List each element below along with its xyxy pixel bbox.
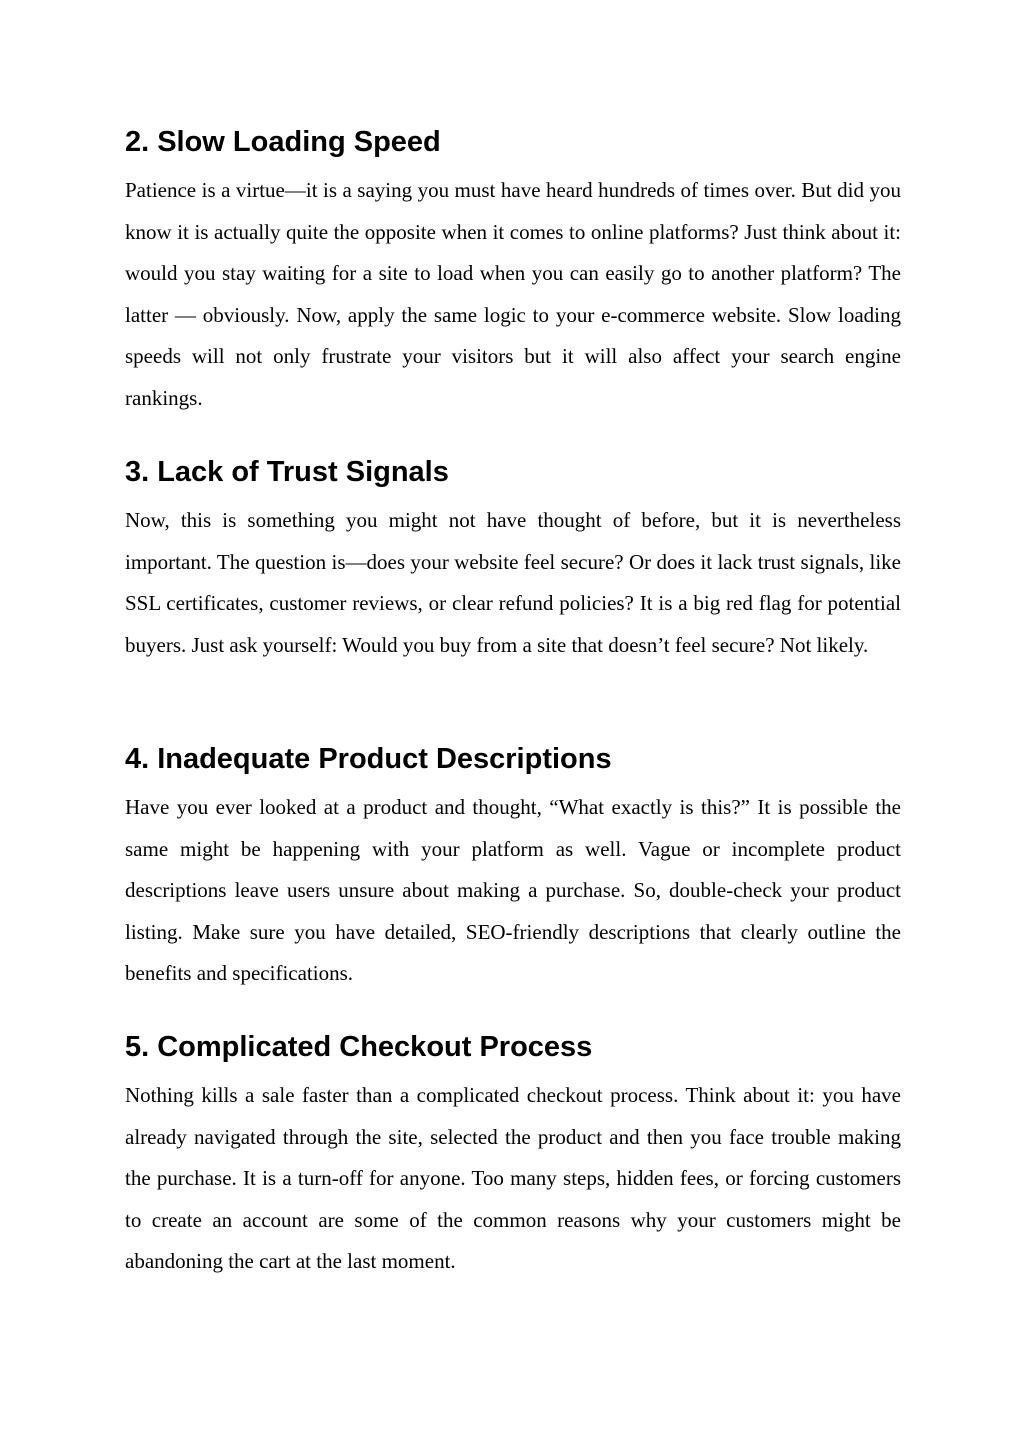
section-number: 3. (125, 456, 150, 488)
section-complicated-checkout-process (125, 1029, 901, 1283)
section-paragraph: Have you ever looked at a product and thought, “What exactly is this?” It is possible the same might be happening with your platform as well. Vague or incomplete product descriptions leave users unsure about making a purchase. So, double-check your product listing. Make sure you have detailed, SEO-friendly descriptions that clearly outline the benefits and specifications. (125, 795, 901, 986)
section-paragraph: Nothing kills a sale faster than a complicated checkout process. Think about it: you have already navigated through the site, selected the product and then you face trouble making the purchase. It is a turn-off for anyone. Too many steps, hidden fees, or forcing customers to create an account are some of the common reasons why your customers might be abandoning the cart at the last moment. (125, 1083, 901, 1274)
section-heading (125, 741, 901, 777)
section-title: Lack of Trust Signals (157, 456, 449, 488)
section-title: Complicated Checkout Process (157, 1031, 593, 1063)
section-paragraph: Patience is a virtue—it is a saying you must have heard hundreds of times over. But did you know it is actually quite the opposite when it comes to online platforms? Just think about it: would you stay waiting for a site to load when you can easily go to another platform? The latter — obviously. Now, apply the same logic to your e-commerce website. Slow loading speeds will not only frustrate your visitors but it will also affect your search engine rankings. (125, 178, 901, 410)
section-title: Slow Loading Speed (157, 126, 441, 158)
section-heading (125, 124, 901, 160)
section-slow-loading-speed (125, 124, 901, 420)
section-number: 5. (125, 1031, 150, 1063)
section-number: 2. (125, 126, 150, 158)
section-heading (125, 1029, 901, 1065)
section-lack-of-trust-signals (125, 454, 901, 666)
section-paragraph: Now, this is something you might not have thought of before, but it is nevertheless important. The question is—does your website feel secure? Or does it lack trust signals, like SSL certificates, customer reviews, or clear refund policies? It is a big red flag for potential buyers. Just ask yourself: Would you buy from a site that doesn’t feel secure? Not likely. (125, 508, 901, 657)
section-title: Inadequate Product Descriptions (157, 743, 612, 775)
section-inadequate-product-descriptions (125, 741, 901, 995)
section-number: 4. (125, 743, 150, 775)
section-heading (125, 454, 901, 490)
